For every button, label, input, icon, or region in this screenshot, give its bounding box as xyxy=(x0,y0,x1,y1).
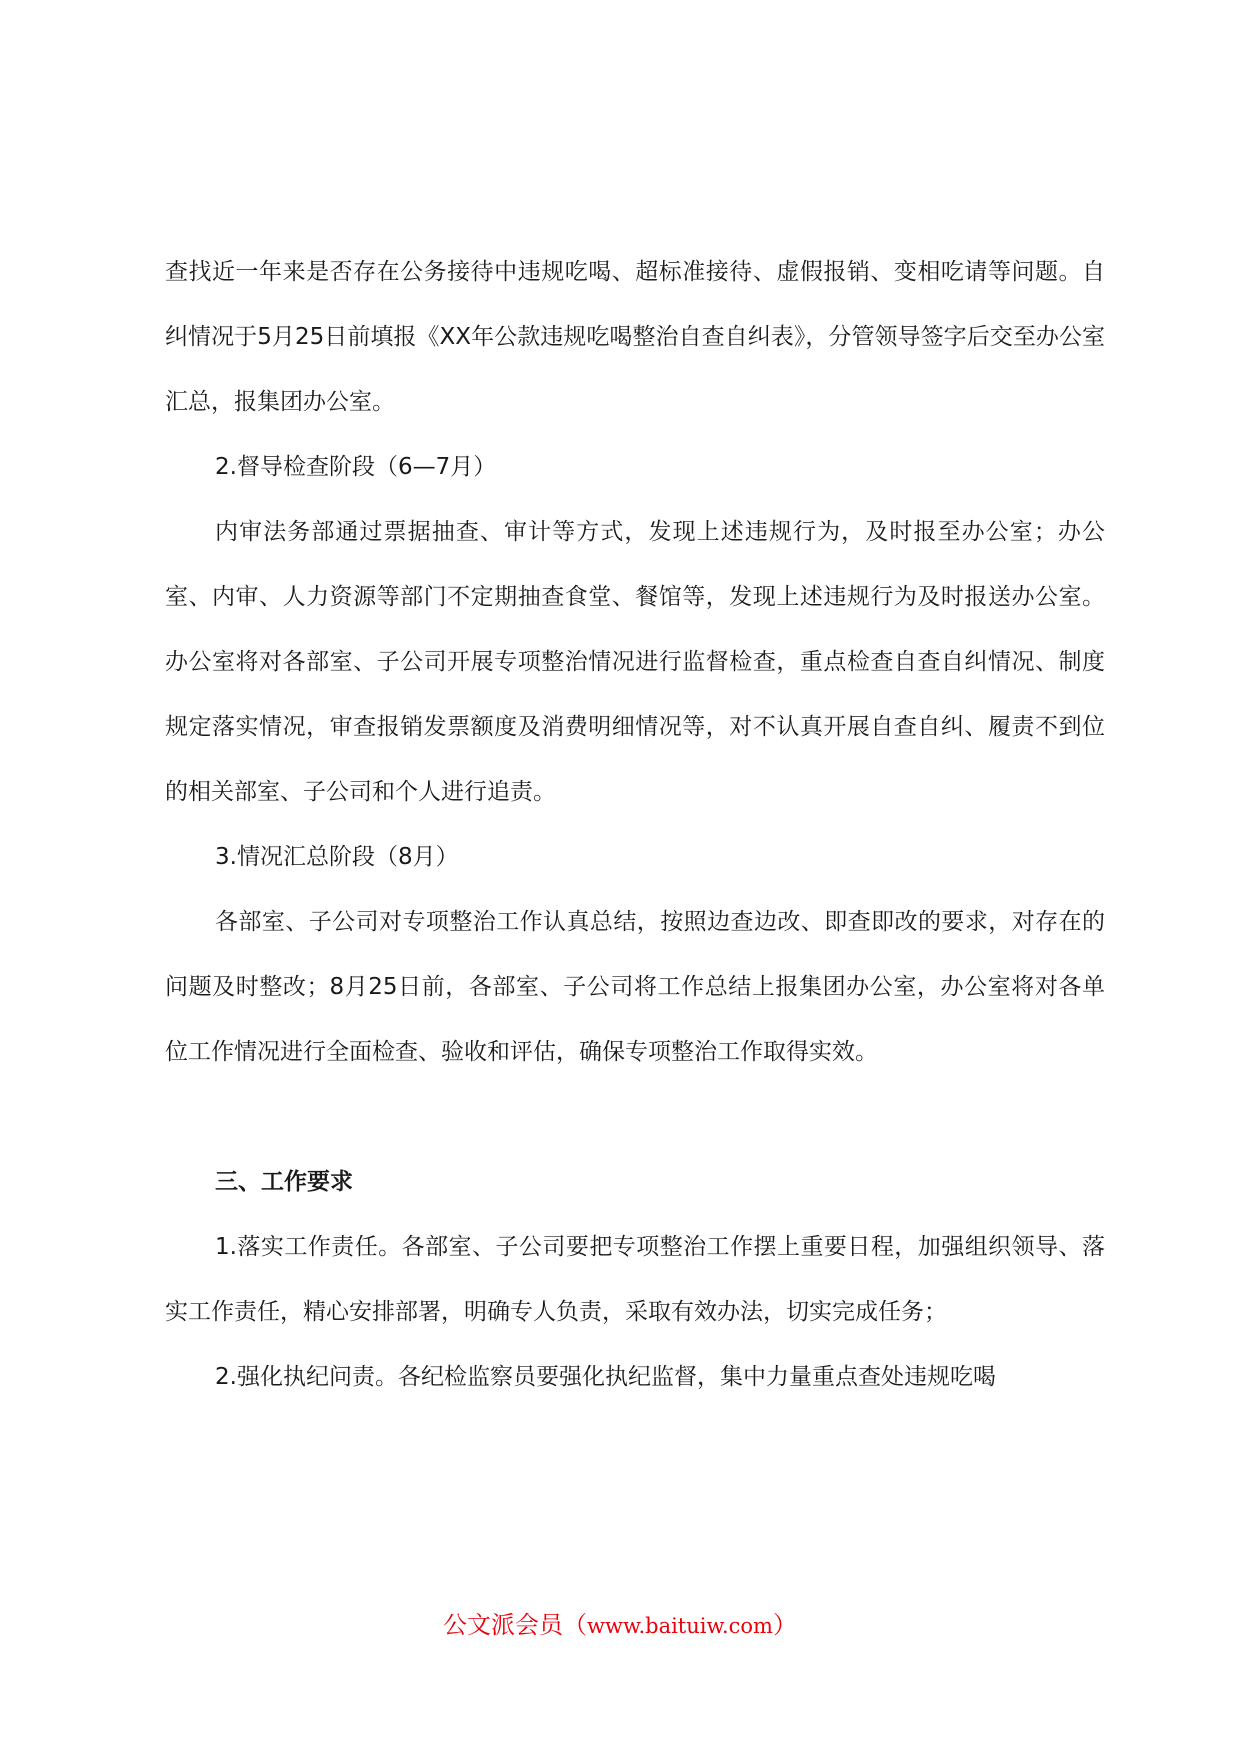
paragraph-requirement-accountability: 2.强化执纪问责。各纪检监察员要强化执纪监督，集中力量重点查处违规吃喝 xyxy=(215,1364,996,1390)
footer-url-link[interactable]: www.baituiw.com xyxy=(587,1614,773,1638)
footer-open-paren: （ xyxy=(563,1611,588,1639)
section-heading-work-requirements: 三、工作要求 xyxy=(215,1169,353,1195)
subheading-supervision-stage: 2.督导检查阶段（6—7月） xyxy=(215,454,497,480)
paragraph-supervision-details: 内审法务部通过票据抽查、审计等方式，发现上述违规行为，及时报至办公室；办公室、内审、人力资源等部门不定期抽查食堂、餐馆等，发现上述违规行为及时报送办公室。办公室将对各部室、子公司开展专项整治情况进行监督检查，重点检查自查自纠情况、制度规定落实情况，审查报销发票额度及消费明细情况等，对不认真开展自查自纠、履责不到位的相关部室、子公司和个人进行追责。 xyxy=(165,519,1105,805)
paragraph-self-check-details: 查找近一年来是否存在公务接待中违规吃喝、超标准接待、虚假报销、变相吃请等问题。自纠情况于5月25日前填报《XX年公款违规吃喝整治自查自纠表》，分管领导签字后交至办公室汇总，报集团办公室。 xyxy=(165,259,1105,415)
footer-watermark xyxy=(0,1605,1240,1646)
document-body xyxy=(165,240,1105,1410)
paragraph-summary-details: 各部室、子公司对专项整治工作认真总结，按照边查边改、即查即改的要求，对存在的问题及时整改；8月25日前，各部室、子公司将工作总结上报集团办公室，办公室将对各单位工作情况进行全面检查、验收和评估，确保专项整治工作取得实效。 xyxy=(165,909,1105,1065)
subheading-summary-stage: 3.情况汇总阶段（8月） xyxy=(215,844,459,870)
footer-close-paren: ） xyxy=(772,1611,797,1639)
paragraph-requirement-responsibility: 1.落实工作责任。各部室、子公司要把专项整治工作摆上重要日程，加强组织领导、落实工作责任，精心安排部署，明确专人负责，采取有效办法，切实完成任务； xyxy=(165,1234,1105,1325)
footer-label: 公文派会员 xyxy=(443,1611,564,1639)
